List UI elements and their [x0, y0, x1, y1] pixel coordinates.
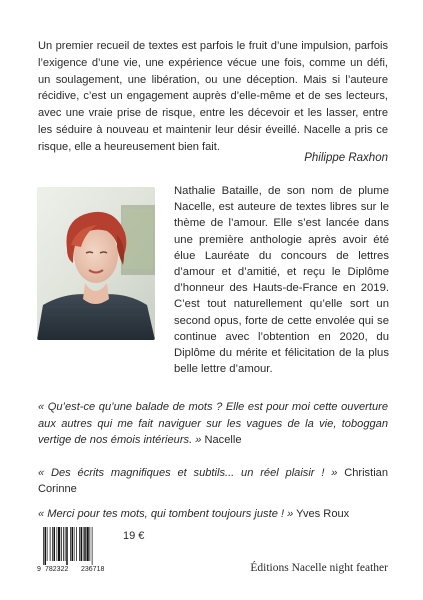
barcode-bar: [47, 527, 48, 561]
intro-text-block: [38, 38, 388, 156]
barcode-bar: [76, 527, 77, 561]
price-label: 19 €: [123, 530, 145, 542]
barcode-bar: [72, 527, 74, 561]
author-bio-paragraph: Nathalie Bataille, de son nom de plume Nacelle, est auteure de textes libres sur le thème de l’amour. Elle s’est lancée dans une première anthologie après avoir été élue Lauréate du concours de lettres d’amour et d’amitié, et reçu le Diplôme d’honneur des Hauts-de-France en 2019. C’est tout naturellement qu’elle sort un second opus, forte de cette envolée qui se continue avec l’obtention en 2020, du Diplôme du mérite et félicitation de la plus belle lettre d’amour.: [174, 185, 389, 376]
barcode-bar: [65, 527, 66, 561]
barcode-left-digits: 782322: [45, 566, 69, 573]
barcode-bar: [92, 527, 93, 565]
barcode-bar: [57, 527, 58, 561]
barcode-bar: [83, 527, 84, 561]
barcode-bar: [70, 527, 71, 561]
intro-paragraph: Un premier recueil de textes est parfois le fruit d’une impulsion, parfois l’exigence d’une vie, une expérience vécue une fois, comme un défi, un soulagement, une libération, ou une déception. Mais si l’auteure récidive, c’est un engagement auprès d’elle-même et de ses lecteurs, avec une vraie prise de risque, entre les décevoir et les lasser, entre les séduire à nouveau et maintenir leur désir éveillé. Nacelle a pris ce risque, elle a heureusement bien fait.: [38, 40, 388, 153]
intro-signature: Philippe Raxhon: [304, 152, 388, 164]
isbn-barcode: [35, 524, 117, 574]
barcode-bar: [54, 527, 56, 561]
barcode-bar: [50, 527, 51, 561]
barcode-bar: [52, 527, 53, 561]
quote-text: « Qu’est-ce qu’une balade de mots ? Elle est pour moi cette ouverture aux autres qui me fait naviguer sur les vagues de la vie, toboggan vertige de nos émois intérieurs. »: [38, 401, 388, 447]
barcode-bar: [81, 527, 83, 561]
quote-author: Nacelle: [204, 434, 242, 447]
barcode-graphic: [35, 524, 117, 574]
barcode-bar: [84, 527, 86, 561]
barcode-first-digit: 9: [37, 566, 41, 573]
barcode-bar: [61, 527, 62, 561]
barcode-bar: [90, 527, 91, 561]
publisher-name: Éditions Nacelle night feather: [250, 562, 388, 574]
quote-text: « Des écrits magnifiques et subtils... un réel plaisir ! »: [38, 466, 338, 479]
barcode-bar: [79, 527, 80, 561]
barcode-bar: [63, 527, 64, 561]
barcode-right-digits: 236718: [81, 566, 105, 573]
author-bio-block: [174, 183, 389, 377]
barcode-bar: [58, 527, 60, 561]
quote-author: Yves Roux: [296, 507, 350, 520]
quote-text: « Merci pour tes mots, qui tombent toujours juste ! »: [38, 507, 294, 520]
quote-author: Christian Corinne: [38, 466, 388, 496]
author-portrait: [37, 187, 155, 340]
author-portrait-image: [37, 187, 155, 340]
barcode-bar: [45, 527, 47, 565]
barcode-bar: [43, 527, 44, 565]
quote-item: [38, 506, 388, 523]
barcode-bar: [87, 527, 89, 561]
quote-item: [38, 399, 388, 449]
quote-item: [38, 465, 388, 498]
barcode-bar: [66, 527, 68, 565]
barcode-bar: [74, 527, 75, 561]
quotes-section: [38, 399, 388, 539]
